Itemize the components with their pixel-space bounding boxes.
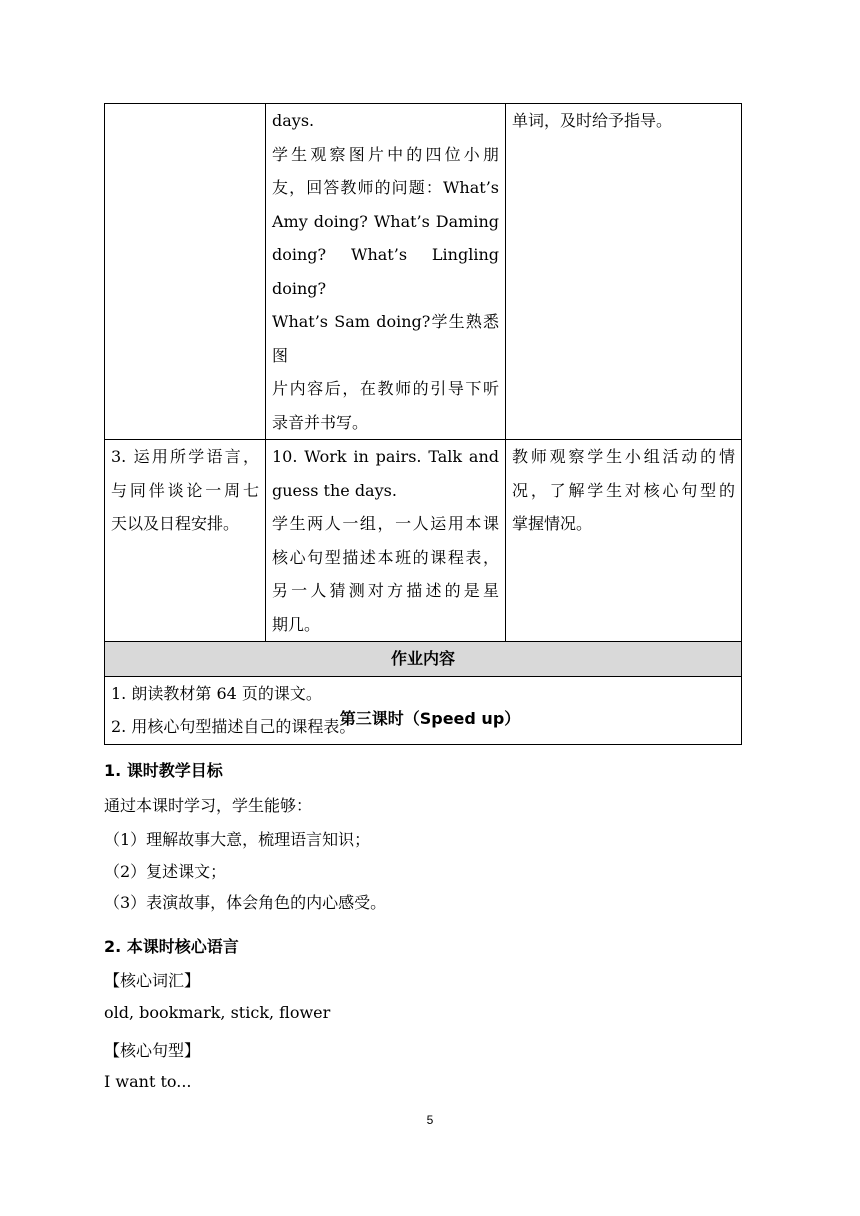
goal-line: 与同伴谈论一周七: [111, 480, 259, 500]
activity-line: 友，回答教师的问题：What’s: [272, 178, 499, 197]
lesson-plan-table: [104, 103, 742, 745]
page-number: 5: [426, 1113, 434, 1127]
activity-line: guess the days.: [272, 480, 397, 500]
activity-line: Amy doing? What’s Daming: [272, 211, 499, 231]
vocab-list: old, bookmark, stick, flower: [104, 1003, 331, 1022]
homework-header-row: [105, 642, 742, 677]
objective-item: （1）理解故事大意，梳理语言知识；: [104, 830, 371, 849]
assessment-cell: [506, 104, 742, 440]
activity-cell: [266, 440, 506, 642]
core-language-heading: 2. 本课时核心语言: [104, 937, 239, 956]
assessment-line: 单词，及时给予指导。: [512, 111, 673, 130]
activity-line: 片内容后，在教师的引导下听: [272, 379, 499, 398]
lesson-section-title: 第三课时（Speed up）: [339, 709, 521, 728]
objectives-intro: 通过本课时学习，学生能够：: [104, 796, 313, 815]
activity-line: 另一人猜测对方描述的是星: [272, 581, 499, 600]
pattern-text: I want to...: [104, 1072, 192, 1091]
table-row: [105, 104, 742, 440]
activity-cell: [266, 104, 506, 440]
table-row: [105, 440, 742, 642]
objective-item: （2）复述课文；: [104, 862, 227, 881]
activity-line: 学生两人一组，一人运用本课: [272, 514, 499, 533]
goal-line: 天以及日程安排。: [111, 514, 240, 533]
homework-item: 2. 用核心句型描述自己的课程表。: [111, 717, 356, 736]
objectives-heading: 1. 课时教学目标: [104, 761, 223, 780]
assessment-line: 况，了解学生对核心句型的: [512, 480, 735, 500]
goal-line: 3. 运用所学语言，: [111, 447, 259, 466]
assessment-line: 掌握情况。: [512, 514, 593, 533]
activity-line: 期几。: [272, 614, 321, 634]
activity-line: 学生观察图片中的四位小朋: [272, 144, 499, 164]
activity-line: 10. Work in pairs. Talk and: [272, 447, 499, 466]
objective-item: （3）表演故事，体会角色的内心感受。: [104, 893, 387, 912]
pattern-label: 【核心句型】: [104, 1041, 201, 1060]
homework-header: 作业内容: [105, 642, 742, 677]
activity-line: 核心句型描述本班的课程表，: [272, 547, 499, 567]
assessment-cell: [506, 440, 742, 642]
homework-item: 1. 朗读教材第 64 页的课文。: [111, 683, 322, 703]
assessment-line: 教师观察学生小组活动的情: [512, 447, 735, 466]
activity-line: doing? What’s Lingling doing?: [272, 245, 499, 298]
activity-line: What’s Sam doing?学生熟悉图: [272, 312, 499, 365]
goal-cell: [105, 440, 266, 642]
goal-cell: [105, 104, 266, 440]
activity-line: days.: [272, 111, 315, 130]
vocab-label: 【核心词汇】: [104, 971, 201, 990]
activity-line: 录音并书写。: [272, 412, 369, 432]
